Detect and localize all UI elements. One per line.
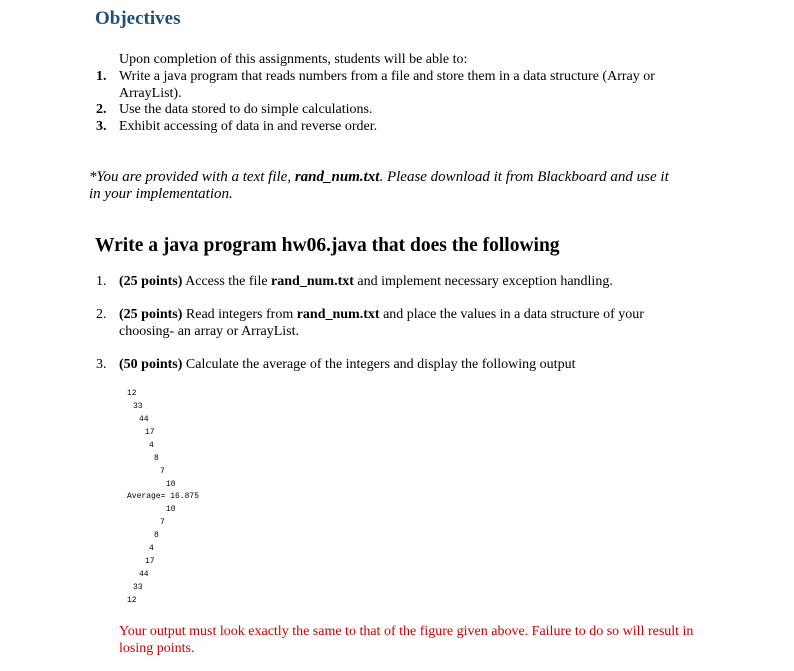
file-note-line-2: in your implementation.	[89, 186, 233, 202]
output-reverse-6: 44	[139, 570, 149, 579]
output-reverse-5: 17	[145, 557, 155, 566]
task-1-post: and implement necessary exception handling.	[353, 274, 613, 289]
output-forward-7: 7	[160, 467, 165, 476]
task-2-pre: Read integers from	[182, 307, 297, 322]
task-number-2: 2.	[96, 307, 107, 322]
objective-item-2: Use the data stored to do simple calculations.	[119, 102, 373, 117]
task-2	[119, 306, 644, 323]
output-reverse-4: 4	[149, 544, 154, 553]
output-forward-5: 4	[149, 441, 154, 450]
warning-line-2: losing points.	[119, 641, 195, 656]
file-note-pre: *You are provided with a text file,	[89, 169, 295, 185]
objective-item-1-line-2: ArrayList).	[119, 86, 182, 101]
task-1-filename: rand_num.txt	[271, 274, 354, 289]
task-3-pre: Calculate the average of the integers and display the following output	[182, 357, 576, 372]
file-note-post: . Please download it from Blackboard and use it	[379, 169, 669, 185]
task-number-3: 3.	[96, 357, 107, 372]
output-reverse-1: 10	[166, 505, 176, 514]
output-forward-3: 44	[139, 415, 149, 424]
task-1-points: (25 points)	[119, 274, 183, 289]
task-3-points: (50 points)	[119, 357, 183, 372]
output-forward-1: 12	[127, 389, 137, 398]
output-forward-4: 17	[145, 428, 155, 437]
file-note-filename: rand_num.txt	[294, 169, 380, 185]
task-2-post: and place the values in a data structure of your	[379, 307, 644, 322]
objective-item-3: Exhibit accessing of data in and reverse order.	[119, 119, 378, 134]
output-forward-2: 33	[133, 402, 143, 411]
output-average-line: Average= 16.875	[127, 492, 200, 501]
output-forward-8: 10	[166, 480, 176, 489]
section-heading: Write a java program hw06.java that does the following	[95, 235, 560, 256]
task-3	[119, 356, 575, 373]
objectives-intro: Upon completion of this assignments, students will be able to:	[119, 52, 468, 67]
task-1-pre: Access the file	[182, 274, 272, 289]
output-reverse-2: 7	[160, 518, 165, 527]
task-number-1: 1.	[96, 274, 107, 289]
objective-number-1: 1.	[96, 69, 107, 84]
task-1	[119, 273, 613, 290]
task-2-filename: rand_num.txt	[296, 307, 380, 322]
objective-number-3: 3.	[96, 119, 107, 134]
task-2-line-2: choosing- an array or ArrayList.	[119, 324, 299, 339]
output-reverse-7: 33	[133, 583, 143, 592]
objective-item-1-line-1: Write a java program that reads numbers from a file and store them in a data structure (Array or	[119, 69, 655, 84]
objective-number-2: 2.	[96, 102, 107, 117]
warning-line-1: Your output must look exactly the same to that of the figure given above. Failure to do so will result in	[119, 624, 694, 639]
file-note-line-1	[89, 169, 669, 186]
output-reverse-3: 8	[154, 531, 159, 540]
task-2-points: (25 points)	[119, 307, 183, 322]
output-forward-6: 8	[154, 454, 159, 463]
objectives-heading: Objectives	[95, 8, 181, 29]
output-reverse-8: 12	[127, 596, 137, 605]
